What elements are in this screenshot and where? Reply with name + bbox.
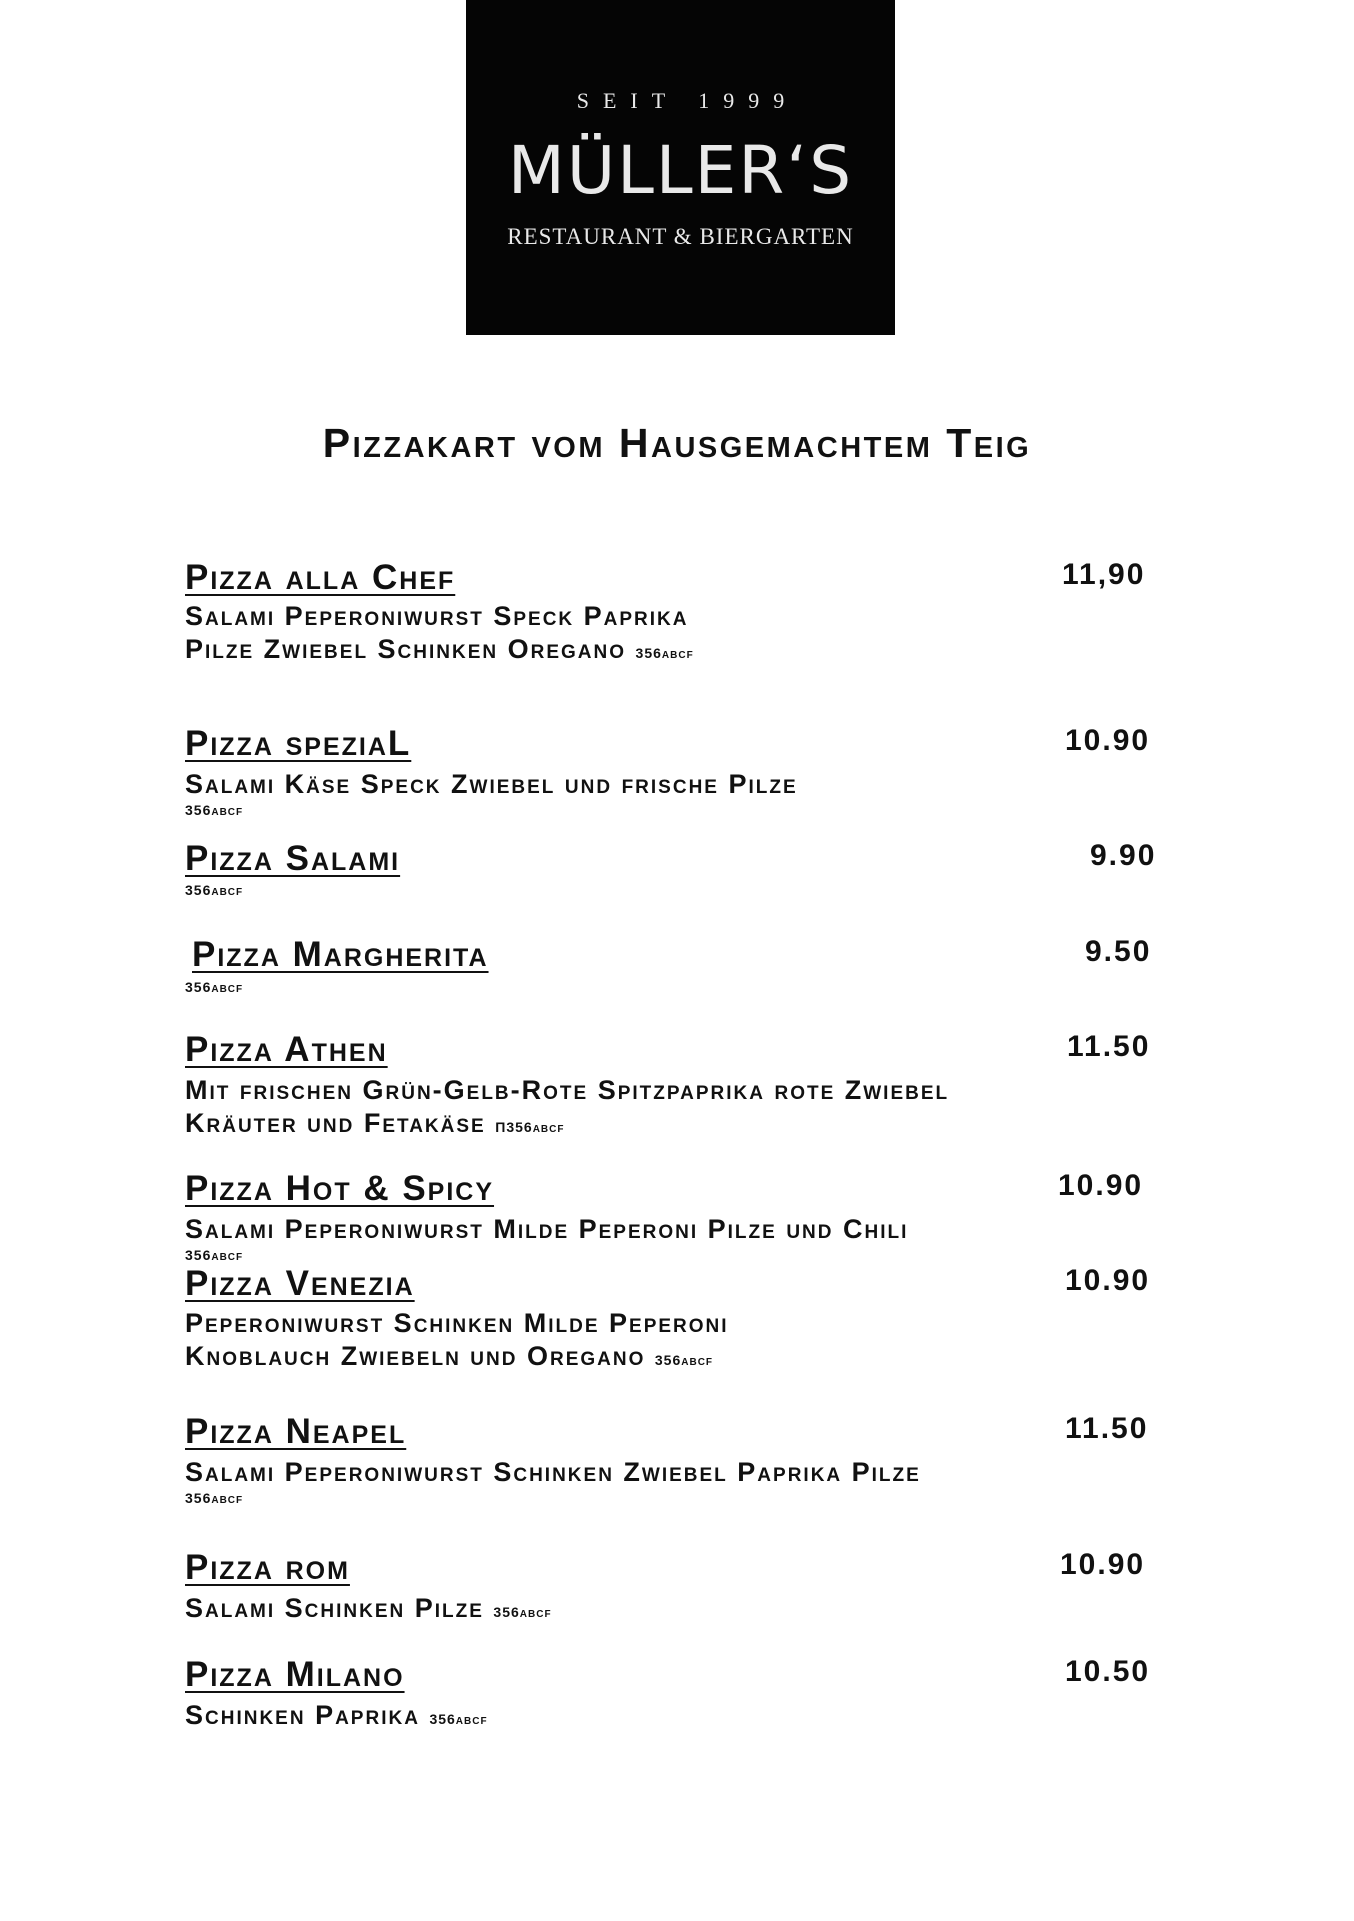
item-description [185, 1699, 488, 1736]
item-description [185, 1456, 921, 1507]
item-description [185, 1074, 949, 1144]
restaurant-logo [466, 0, 895, 335]
item-price: 11,90 [1062, 558, 1146, 591]
item-name: Pizza Milano [185, 1655, 405, 1694]
item-price: 10.90 [1065, 1264, 1151, 1297]
allergen-code: 356abcf [654, 1352, 714, 1368]
allergen-code: 356abcf [493, 1604, 552, 1620]
item-price: 10.90 [1065, 724, 1151, 757]
description-line: Salami Käse Speck Zwiebel und frische Pilze [185, 769, 798, 799]
logo-subtitle: RESTAURANT & BIERGARTEN [507, 224, 854, 249]
item-price: 9.50 [1085, 935, 1152, 968]
item-description [185, 1592, 552, 1629]
allergen-code: Π356abcf [495, 1119, 565, 1135]
item-price: 10.50 [1065, 1655, 1151, 1688]
item-price: 9.90 [1090, 839, 1157, 872]
item-price: 10.90 [1060, 1548, 1146, 1581]
logo-since: SEIT 1999 [576, 88, 799, 113]
allergen-code: 356abcf [185, 979, 244, 995]
allergen-code: 356abcf [635, 645, 694, 661]
description-line: Salami Peperoniwurst Milde Peperoni Pilze und Chili [185, 1214, 909, 1244]
item-name: Pizza Salami [185, 839, 401, 878]
item-name: Pizza Venezia [185, 1264, 415, 1303]
item-description [185, 1307, 729, 1377]
allergen-code: 356abcf [185, 1490, 244, 1506]
description-line: Schinken Paprika 356abcf [185, 1700, 488, 1730]
item-price: 10.90 [1058, 1169, 1144, 1202]
item-name: Pizza Hot & Spicy [185, 1169, 495, 1208]
item-description [185, 600, 694, 670]
logo-name: MÜLLER‘S [507, 132, 854, 209]
description-line: Mit frischen Grün-Gelb-Rote Spitzpaprika rote Zwiebel [185, 1075, 950, 1105]
description-line: Salami Peperoniwurst Speck Paprika [185, 601, 689, 631]
item-name: Pizza rom [185, 1548, 350, 1587]
description-line: Pilze Zwiebel Schinken Oregano 356abcf [185, 634, 694, 664]
item-description [185, 978, 243, 996]
description-line: Peperoniwurst Schinken Milde Peperoni [185, 1308, 729, 1338]
item-description [185, 768, 798, 819]
allergen-code: 356abcf [185, 882, 244, 898]
item-description [185, 1213, 908, 1264]
description-line: Salami Peperoniwurst Schinken Zwiebel Paprika Pilze [185, 1457, 921, 1487]
description-line: Knoblauch Zwiebeln und Oregano 356abcf [185, 1341, 714, 1371]
item-name: Pizza Margherita [192, 935, 489, 974]
page-title: Pizzakart vom Hausgemachtem Teig [322, 420, 1032, 466]
allergen-code: 356abcf [429, 1711, 488, 1727]
item-name: Pizza speziaL [185, 724, 412, 763]
item-name: Pizza Athen [185, 1030, 388, 1069]
item-name: Pizza Neapel [185, 1412, 407, 1451]
allergen-code: 356abcf [185, 802, 244, 818]
item-price: 11.50 [1067, 1030, 1151, 1063]
allergen-code: 356abcf [185, 1247, 244, 1263]
description-line: Salami Schinken Pilze 356abcf [185, 1593, 552, 1623]
item-price: 11.50 [1065, 1412, 1149, 1445]
item-description [185, 881, 243, 899]
item-name: Pizza alla Chef [185, 558, 456, 597]
description-line: Kräuter und Fetakäse Π356abcf [185, 1108, 565, 1138]
